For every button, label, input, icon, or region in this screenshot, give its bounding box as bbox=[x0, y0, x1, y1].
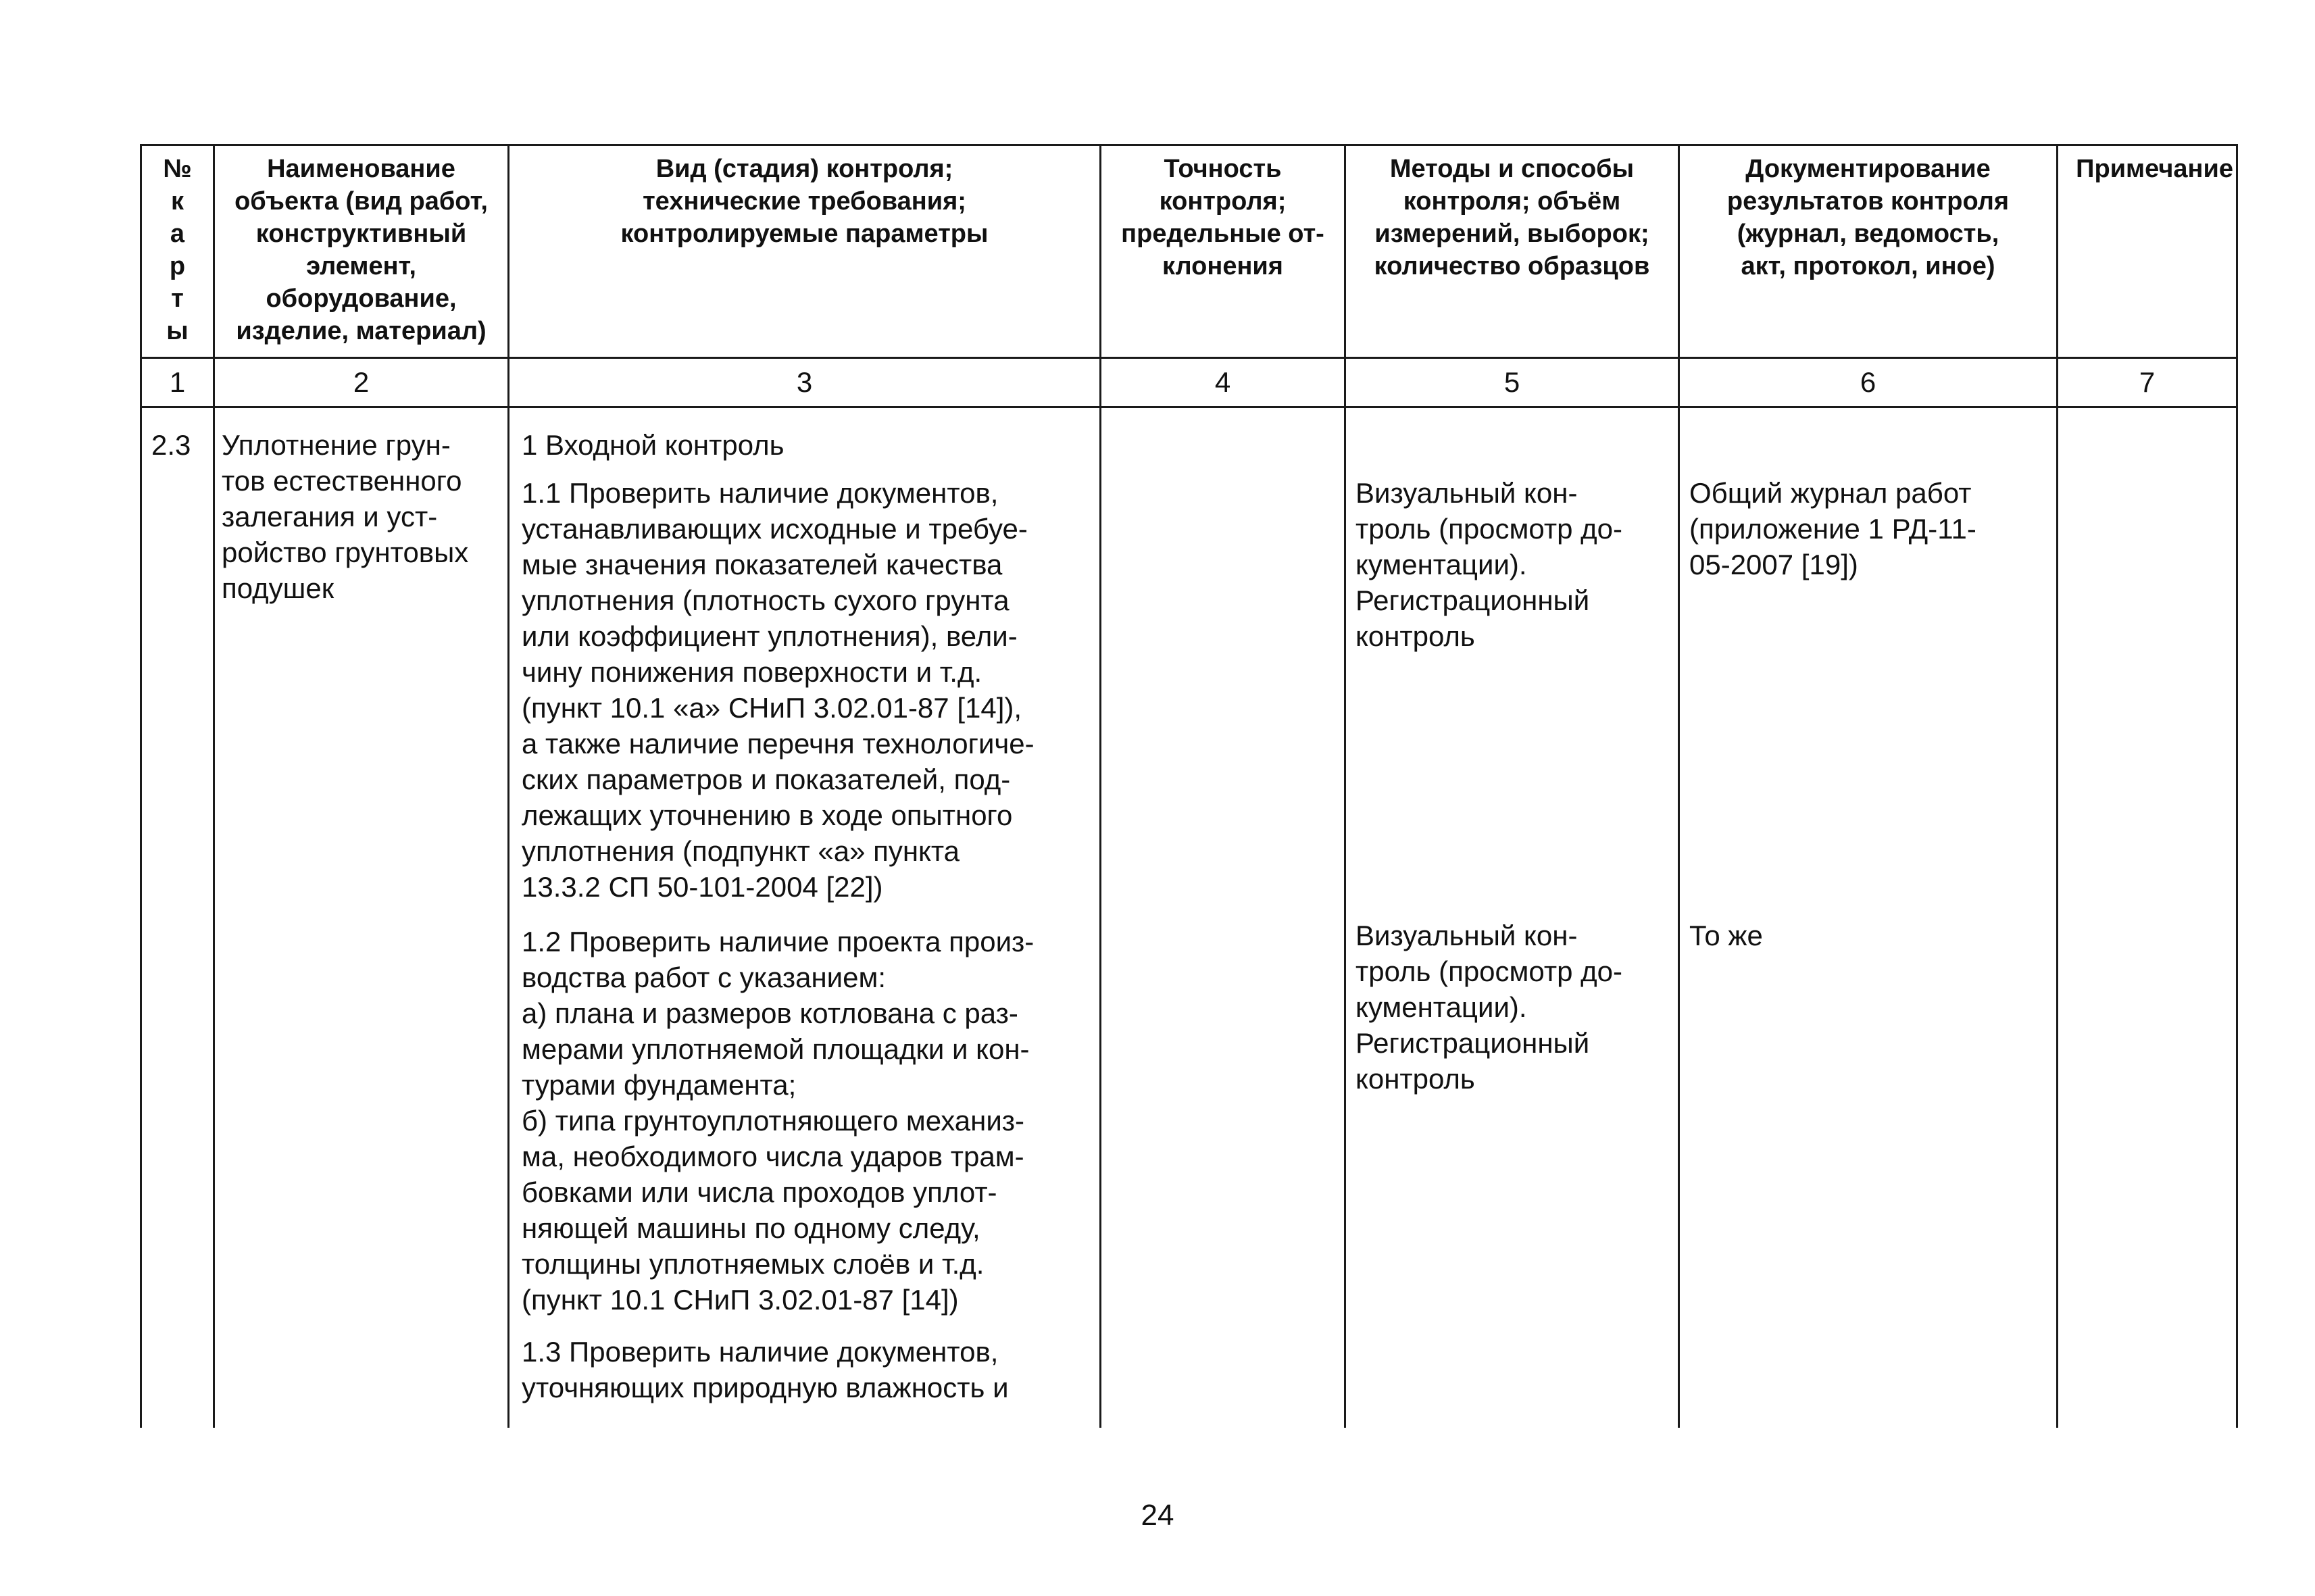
page-number: 24 bbox=[1141, 1499, 1174, 1532]
doc-1-1: Общий журнал работ (приложение 1 РД-11- 05-2007 [19]) bbox=[1689, 477, 1976, 580]
method-1-2: Визуальный кон- троль (просмотр до- кументации). Регистрационный контроль bbox=[1355, 920, 1622, 1095]
spacer-row bbox=[141, 407, 2237, 428]
table-row bbox=[141, 427, 2237, 1428]
doc-1-2: То же bbox=[1689, 920, 1763, 951]
header-object-name: Наименование объекта (вид работ, конструктивный элемент, оборудование, изделие, материал) bbox=[214, 145, 509, 358]
column-number: 2 bbox=[214, 358, 509, 407]
header-card-number: № к а р т ы bbox=[141, 145, 214, 358]
documentation-cell bbox=[1679, 427, 2058, 1428]
header-control-type: Вид (стадия) контроля; технические требования; контролируемые параметры bbox=[509, 145, 1101, 358]
methods-cell bbox=[1345, 427, 1679, 1428]
header-row bbox=[141, 145, 2237, 358]
column-number: 3 bbox=[509, 358, 1101, 407]
card-number: 2.3 bbox=[141, 427, 214, 1428]
column-number: 6 bbox=[1679, 358, 2058, 407]
column-number: 1 bbox=[141, 358, 214, 407]
header-methods: Методы и способы контроля; объём измерений, выборок; количество образцов bbox=[1345, 145, 1679, 358]
header-documentation: Документирование результатов контроля (журнал, ведомость, акт, протокол, иное) bbox=[1679, 145, 2058, 358]
column-number: 7 bbox=[2058, 358, 2237, 407]
method-1-1: Визуальный кон- троль (просмотр до- кументации). Регистрационный контроль bbox=[1355, 477, 1622, 652]
section-title: 1 Входной контроль bbox=[522, 429, 785, 461]
header-note: Примечание bbox=[2058, 145, 2237, 358]
item-1-2: 1.2 Проверить наличие проекта произ- водства работ с указанием: а) плана и размеров котлована с раз- мерами уплотняемой площадки и кон- турами фундамента; б) типа грунтоуплотняющего механиз- ма, необходимого числа ударов трам- бовками или числа проходов уплот- няющей машины по одному следу, толщины уплотняемых слоёв и т.д. (пункт 10.1 СНиП 3.02.01-87 [14]) bbox=[522, 926, 1035, 1316]
column-number: 4 bbox=[1101, 358, 1345, 407]
note-cell bbox=[2058, 427, 2237, 1428]
column-number: 5 bbox=[1345, 358, 1679, 407]
control-requirements bbox=[509, 427, 1101, 1428]
column-numbers-row bbox=[141, 358, 2237, 407]
accuracy-cell bbox=[1101, 427, 1345, 1428]
header-accuracy: Точность контроля; предельные от- клонения bbox=[1101, 145, 1345, 358]
item-1-1: 1.1 Проверить наличие документов, устанавливающих исходные и требуе- мые значения показателей качества уплотнения (плотность сухого грунта или коэффициент уплотнения), вели- чину понижения поверхности и т.д. (пункт 10.1 «а» СНиП 3.02.01-87 [14]), а также наличие перечня технологиче- ских параметров и показателей, под- лежащих уточнению в ходе опытного уплотнения (подпункт «а» пункта 13.3.2 СП 50-101-2004 [22]) bbox=[522, 477, 1035, 903]
control-table bbox=[140, 144, 2238, 1428]
object-name: Уплотнение грун- тов естественного залегания и уст- ройство грунтовых подушек bbox=[214, 427, 509, 1428]
item-1-3: 1.3 Проверить наличие документов, уточняющих природную влажность и bbox=[522, 1336, 1009, 1403]
